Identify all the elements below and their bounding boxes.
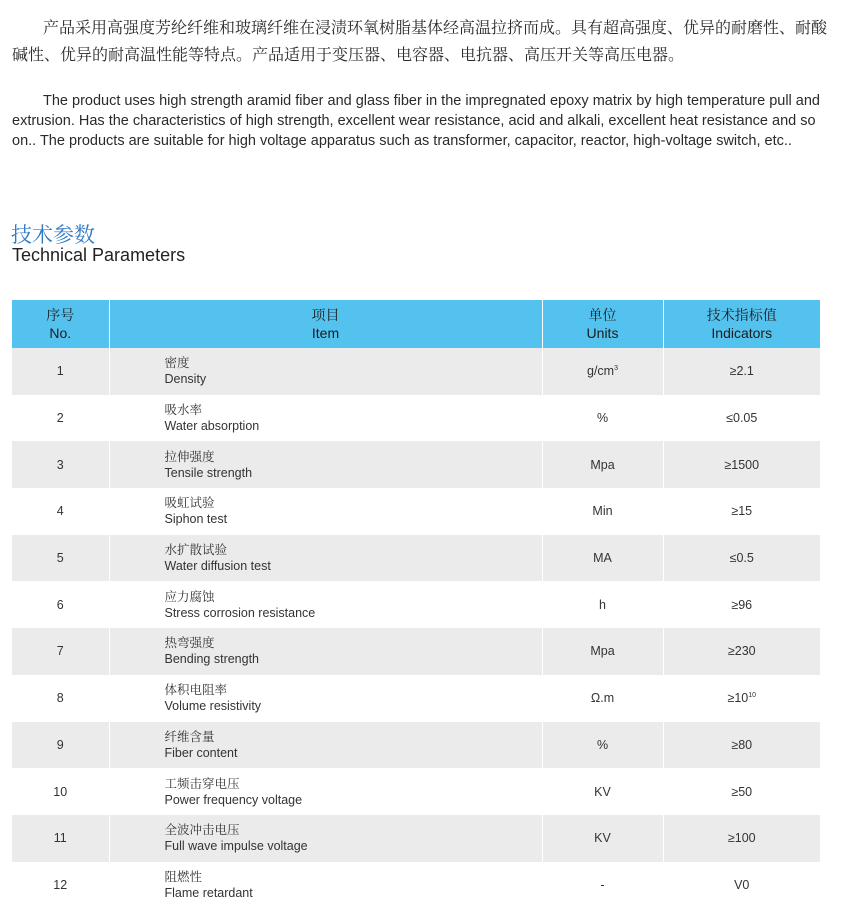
header-indicators-cn: 技术指标值 — [706, 307, 777, 323]
cell-no: 6 — [12, 581, 109, 628]
header-units-cn: 单位 — [588, 307, 617, 323]
header-indicators — [663, 300, 820, 348]
unit-text: % — [596, 737, 609, 752]
cell-no: 1 — [12, 348, 109, 395]
item-name-cn: 吸水率 — [164, 403, 203, 418]
cell-indicator — [663, 628, 820, 675]
item-name-cn: 热弯强度 — [164, 636, 215, 651]
unit-text: Mpa — [590, 644, 615, 659]
indicator-text: ≥230 — [727, 644, 756, 659]
cell-unit — [542, 581, 663, 628]
table-row — [12, 628, 820, 675]
table-row — [12, 441, 820, 488]
cell-indicator — [663, 722, 820, 769]
indicator-text: ≥96 — [731, 597, 753, 612]
cell-indicator — [663, 395, 820, 442]
cell-item — [109, 395, 542, 442]
unit-text: Min — [592, 504, 613, 519]
table-header-row — [12, 300, 820, 348]
header-no-cn: 序号 — [46, 307, 75, 323]
cell-unit — [542, 488, 663, 535]
cell-indicator — [663, 768, 820, 815]
cell-no: 4 — [12, 488, 109, 535]
unit-text: h — [599, 597, 606, 612]
table-row — [12, 581, 820, 628]
indicator-superscript: 10 — [748, 692, 757, 699]
cell-indicator — [663, 675, 820, 722]
section-title-chinese: 技术参数 — [11, 223, 95, 247]
cell-unit — [542, 768, 663, 815]
table-body — [12, 348, 820, 908]
cell-no: 12 — [12, 862, 109, 909]
item-name-en: Water absorption — [164, 419, 260, 434]
cell-indicator — [663, 488, 820, 535]
item-name-cn: 全波冲击电压 — [164, 823, 240, 838]
cell-no: 9 — [12, 722, 109, 769]
table-row — [12, 488, 820, 535]
item-name-cn: 工频击穿电压 — [164, 776, 240, 791]
item-name-cn: 密度 — [164, 356, 190, 371]
header-indicators-en: Indicators — [711, 325, 773, 341]
item-name-en: Tensile strength — [164, 465, 253, 480]
item-name-cn: 拉伸强度 — [164, 449, 215, 464]
item-name-cn: 纤维含量 — [164, 729, 215, 744]
cell-no: 10 — [12, 768, 109, 815]
item-name-cn: 阻燃性 — [164, 869, 203, 884]
indicator-text: ≥80 — [731, 737, 753, 752]
cell-item — [109, 441, 542, 488]
table-row — [12, 535, 820, 582]
indicator-text: ≥10 — [727, 691, 749, 706]
cell-item — [109, 722, 542, 769]
cell-indicator — [663, 535, 820, 582]
cell-unit — [542, 395, 663, 442]
table-row — [12, 675, 820, 722]
cell-no: 2 — [12, 395, 109, 442]
cell-unit — [542, 535, 663, 582]
cell-no: 8 — [12, 675, 109, 722]
item-name-cn: 水扩散试验 — [164, 543, 228, 558]
cell-indicator — [663, 348, 820, 395]
unit-text: KV — [594, 831, 611, 846]
cell-item — [109, 675, 542, 722]
unit-text: - — [600, 877, 605, 892]
cell-unit — [542, 348, 663, 395]
item-name-cn: 体积电阻率 — [164, 683, 228, 698]
section-title-english: Technical Parameters — [12, 245, 186, 265]
item-name-en: Flame retardant — [164, 885, 253, 900]
item-name-en: Power frequency voltage — [164, 792, 303, 807]
item-name-en: Full wave impulse voltage — [164, 839, 308, 854]
table-row — [12, 395, 820, 442]
unit-text: Mpa — [590, 457, 615, 472]
cell-item — [109, 862, 542, 909]
unit-text: % — [596, 411, 609, 426]
cell-no: 7 — [12, 628, 109, 675]
unit-superscript: 3 — [614, 365, 618, 373]
cell-unit — [542, 441, 663, 488]
cell-indicator — [663, 862, 820, 909]
table-row — [12, 768, 820, 815]
item-name-en: Siphon test — [164, 512, 228, 527]
header-item-en: Item — [311, 325, 340, 341]
header-units — [542, 300, 663, 348]
cell-item — [109, 815, 542, 862]
indicator-text: ≤0.05 — [726, 411, 758, 426]
item-name-en: Fiber content — [164, 745, 238, 760]
table-row — [12, 815, 820, 862]
cell-item — [109, 768, 542, 815]
table-row — [12, 862, 820, 909]
cell-unit — [542, 815, 663, 862]
item-name-en: Stress corrosion resistance — [164, 605, 316, 620]
indicator-text: ≤0.5 — [729, 551, 754, 566]
indicator-text: ≥50 — [731, 784, 753, 799]
item-name-en: Volume resistivity — [164, 699, 262, 714]
cell-unit — [542, 628, 663, 675]
indicator-text: ≥2.1 — [729, 364, 754, 379]
item-name-en: Density — [164, 372, 207, 387]
cell-item — [109, 348, 542, 395]
item-name-cn: 应力腐蚀 — [164, 589, 215, 604]
item-name-en: Water diffusion test — [164, 559, 271, 574]
table-row — [12, 722, 820, 769]
cell-unit — [542, 675, 663, 722]
cell-item — [109, 488, 542, 535]
technical-parameters-table — [12, 300, 820, 908]
indicator-text: ≥15 — [731, 504, 753, 519]
cell-no: 5 — [12, 535, 109, 582]
cell-no: 3 — [12, 441, 109, 488]
unit-text: g/cm — [587, 364, 615, 379]
header-item — [109, 300, 542, 348]
table-row — [12, 348, 820, 395]
cell-item — [109, 581, 542, 628]
indicator-text: ≥100 — [727, 831, 756, 846]
intro-chinese: 产品采用高强度芳纶纤维和玻璃纤维在浸渍环氧树脂基体经高温拉挤而成。具有超高强度、优异的耐磨性、耐酸碱性、优异的耐高温性能等特点。产品适用于变压器、电容器、电抗器、高压开关等高压电器。 — [12, 18, 828, 64]
unit-text: KV — [594, 784, 611, 799]
cell-item — [109, 535, 542, 582]
cell-no: 11 — [12, 815, 109, 862]
cell-item — [109, 628, 542, 675]
header-units-en: Units — [586, 325, 619, 341]
header-no-en: No. — [49, 325, 72, 341]
item-name-cn: 吸虹试验 — [164, 496, 215, 511]
intro-english: The product uses high strength aramid fiber and glass fiber in the impregnated epoxy matrix by high temperature pull and extrusion. Has the characteristics of high strength, excellent wear resistance, acid and alkali, excellent heat resistance and so on.. The products are suitable for high voltage apparatus such as transformer, capacitor, reactor, high-voltage switch, etc.. — [12, 93, 820, 149]
cell-indicator — [663, 581, 820, 628]
cell-unit — [542, 722, 663, 769]
header-item-cn: 项目 — [311, 307, 340, 323]
cell-indicator — [663, 815, 820, 862]
item-name-en: Bending strength — [164, 652, 260, 667]
indicator-text: V0 — [734, 877, 750, 892]
unit-text: MA — [593, 551, 612, 566]
header-no — [12, 300, 109, 348]
unit-text: Ω.m — [590, 691, 615, 706]
cell-indicator — [663, 441, 820, 488]
indicator-text: ≥1500 — [724, 457, 760, 472]
cell-unit — [542, 862, 663, 909]
